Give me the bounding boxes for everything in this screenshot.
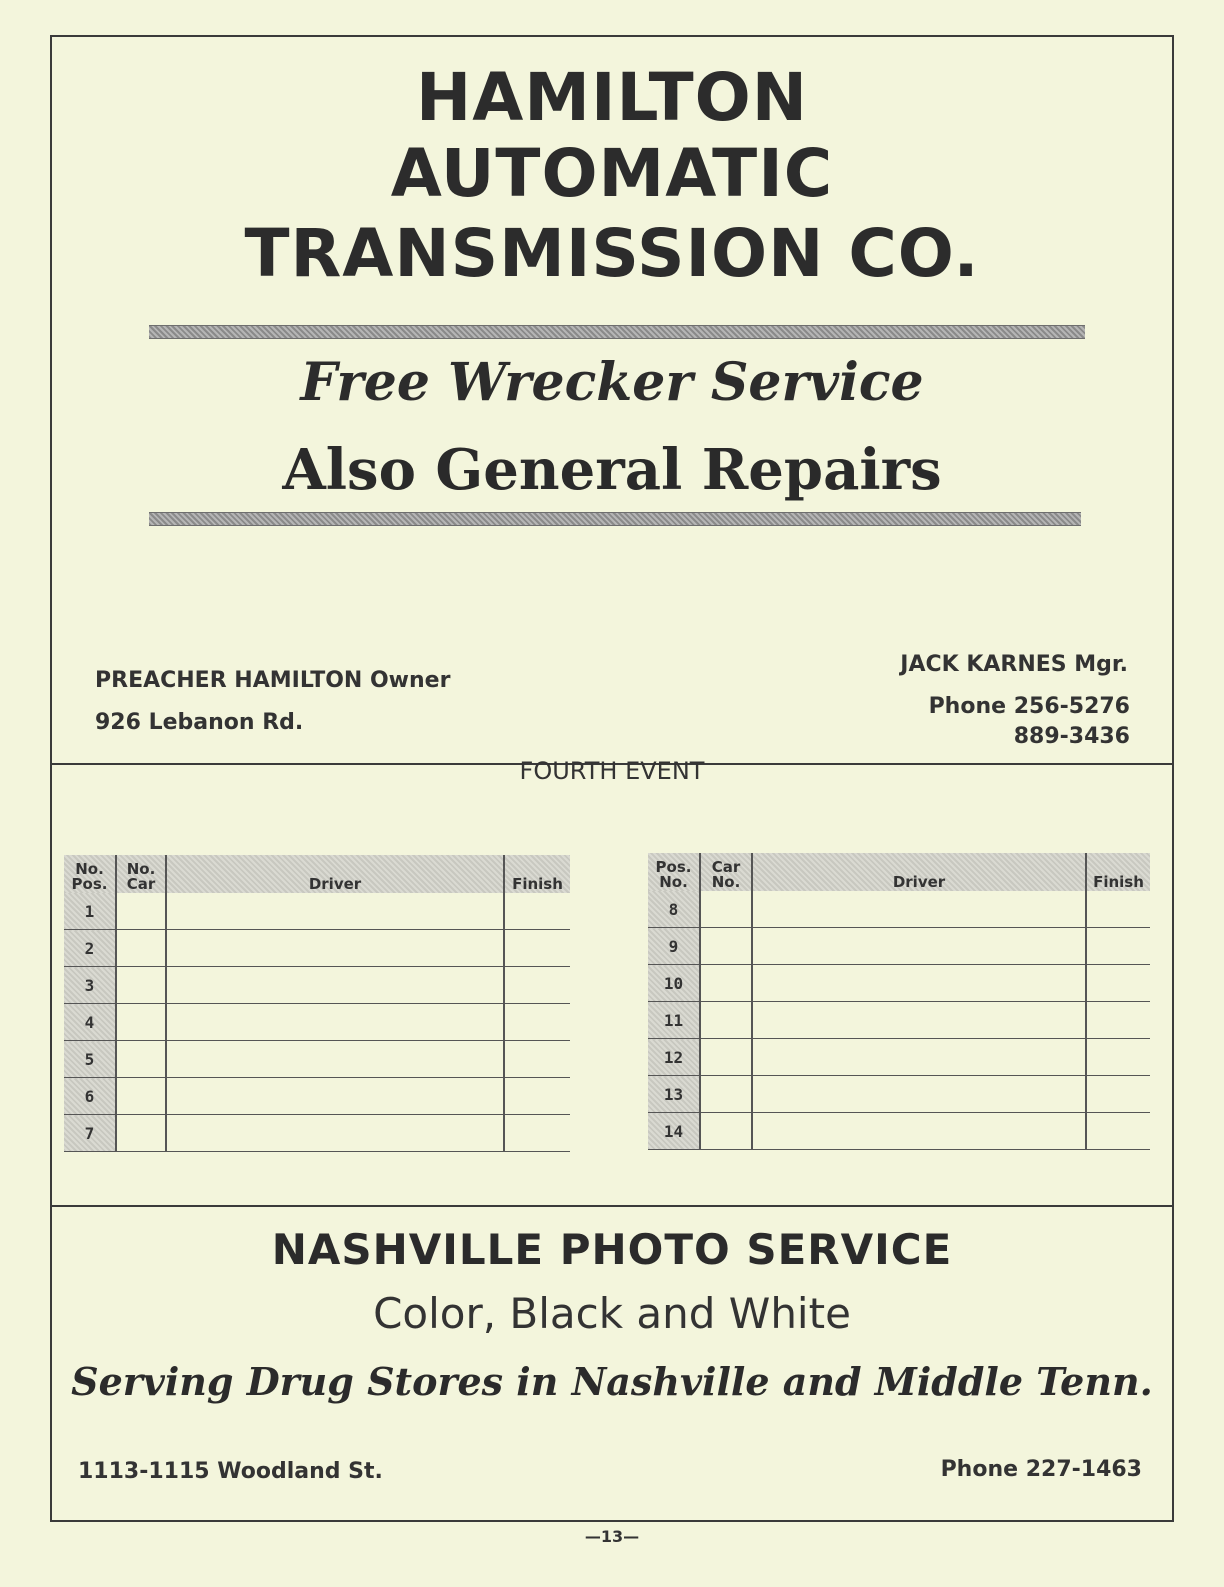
- driver-cell: [752, 965, 1086, 1002]
- finish-cell: [1086, 928, 1150, 965]
- car-cell: [116, 1004, 166, 1041]
- manager-text: JACK KARNES Mgr.: [900, 652, 1128, 677]
- pos-cell: 14: [648, 1113, 700, 1150]
- driver-cell: [752, 1039, 1086, 1076]
- table-row: [64, 1078, 570, 1115]
- table-row: [64, 967, 570, 1004]
- driver-cell: [166, 1078, 504, 1115]
- car-cell: [116, 1115, 166, 1152]
- table-row: [648, 1039, 1150, 1076]
- phone-text-1: Phone 256-5276: [928, 694, 1130, 719]
- table-row: [648, 1076, 1150, 1113]
- car-cell: [700, 1039, 752, 1076]
- car-cell: [700, 1113, 752, 1150]
- pos-cell: 1: [64, 893, 116, 930]
- owner-text: PREACHER HAMILTON Owner: [95, 668, 451, 693]
- car-cell: [116, 893, 166, 930]
- bottom-ad-script: Serving Drug Stores in Nashville and Middle Tenn.: [71, 1359, 1153, 1404]
- table-row: [64, 1115, 570, 1152]
- driver-cell: [166, 1041, 504, 1078]
- car-cell: [116, 930, 166, 967]
- car-cell: [116, 1041, 166, 1078]
- bottom-phone: Phone 227-1463: [940, 1457, 1142, 1482]
- finish-cell: [504, 1041, 570, 1078]
- header-driver: Driver: [166, 855, 504, 893]
- header-pos: No. Pos.: [64, 855, 116, 893]
- divider-bottom: [52, 1205, 1172, 1207]
- driver-cell: [752, 891, 1086, 928]
- table-row: [648, 965, 1150, 1002]
- table-row: [648, 1113, 1150, 1150]
- ad-title-line2: AUTOMATIC: [390, 135, 834, 212]
- finish-cell: [504, 1078, 570, 1115]
- table-row: [648, 891, 1150, 928]
- driver-cell: [166, 930, 504, 967]
- finish-cell: [504, 967, 570, 1004]
- table-row: [648, 928, 1150, 965]
- car-cell: [700, 1076, 752, 1113]
- table-row: [648, 1002, 1150, 1039]
- ad-title-line1: HAMILTON: [415, 59, 809, 136]
- finish-cell: [1086, 965, 1150, 1002]
- car-cell: [116, 967, 166, 1004]
- driver-cell: [166, 967, 504, 1004]
- results-table-left: [64, 855, 570, 1152]
- finish-cell: [1086, 1113, 1150, 1150]
- finish-cell: [504, 930, 570, 967]
- car-cell: [700, 891, 752, 928]
- results-table-right: [648, 853, 1150, 1150]
- table-row: [64, 930, 570, 967]
- car-cell: [700, 965, 752, 1002]
- driver-cell: [166, 1115, 504, 1152]
- finish-cell: [504, 1004, 570, 1041]
- table-row: [64, 1041, 570, 1078]
- finish-cell: [1086, 1039, 1150, 1076]
- page-number: —13—: [584, 1527, 640, 1546]
- event-title: FOURTH EVENT: [519, 757, 705, 785]
- pos-cell: 12: [648, 1039, 700, 1076]
- car-cell: [700, 1002, 752, 1039]
- bottom-address: 1113-1115 Woodland St.: [78, 1459, 383, 1484]
- header-car: Car No.: [700, 853, 752, 891]
- stripe-bottom: [149, 512, 1081, 526]
- finish-cell: [1086, 1076, 1150, 1113]
- driver-cell: [752, 928, 1086, 965]
- car-cell: [700, 928, 752, 965]
- header-car: No. Car: [116, 855, 166, 893]
- stripe-top: [149, 325, 1085, 339]
- pos-cell: 13: [648, 1076, 700, 1113]
- driver-cell: [752, 1113, 1086, 1150]
- finish-cell: [504, 1115, 570, 1152]
- pos-cell: 4: [64, 1004, 116, 1041]
- header-finish: Finish: [1086, 853, 1150, 891]
- pos-cell: 7: [64, 1115, 116, 1152]
- header-finish: Finish: [504, 855, 570, 893]
- pos-cell: 10: [648, 965, 700, 1002]
- driver-cell: [166, 893, 504, 930]
- pos-cell: 11: [648, 1002, 700, 1039]
- table-row: [64, 1004, 570, 1041]
- pos-cell: 9: [648, 928, 700, 965]
- ad-slab-line: Also General Repairs: [282, 437, 942, 503]
- driver-cell: [166, 1004, 504, 1041]
- driver-cell: [752, 1002, 1086, 1039]
- header-driver: Driver: [752, 853, 1086, 891]
- ad-title-line3: TRANSMISSION CO.: [244, 215, 980, 292]
- pos-cell: 3: [64, 967, 116, 1004]
- address-text: 926 Lebanon Rd.: [95, 710, 304, 735]
- pos-cell: 2: [64, 930, 116, 967]
- finish-cell: [1086, 1002, 1150, 1039]
- driver-cell: [752, 1076, 1086, 1113]
- finish-cell: [1086, 891, 1150, 928]
- header-pos: Pos. No.: [648, 853, 700, 891]
- car-cell: [116, 1078, 166, 1115]
- table-row: [64, 893, 570, 930]
- ad-script-line: Free Wrecker Service: [300, 352, 924, 413]
- pos-cell: 8: [648, 891, 700, 928]
- bottom-ad-subtitle: Color, Black and White: [373, 1289, 851, 1338]
- pos-cell: 6: [64, 1078, 116, 1115]
- phone-text-2: 889-3436: [1013, 724, 1130, 749]
- bottom-ad-title: NASHVILLE PHOTO SERVICE: [271, 1225, 953, 1274]
- finish-cell: [504, 893, 570, 930]
- pos-cell: 5: [64, 1041, 116, 1078]
